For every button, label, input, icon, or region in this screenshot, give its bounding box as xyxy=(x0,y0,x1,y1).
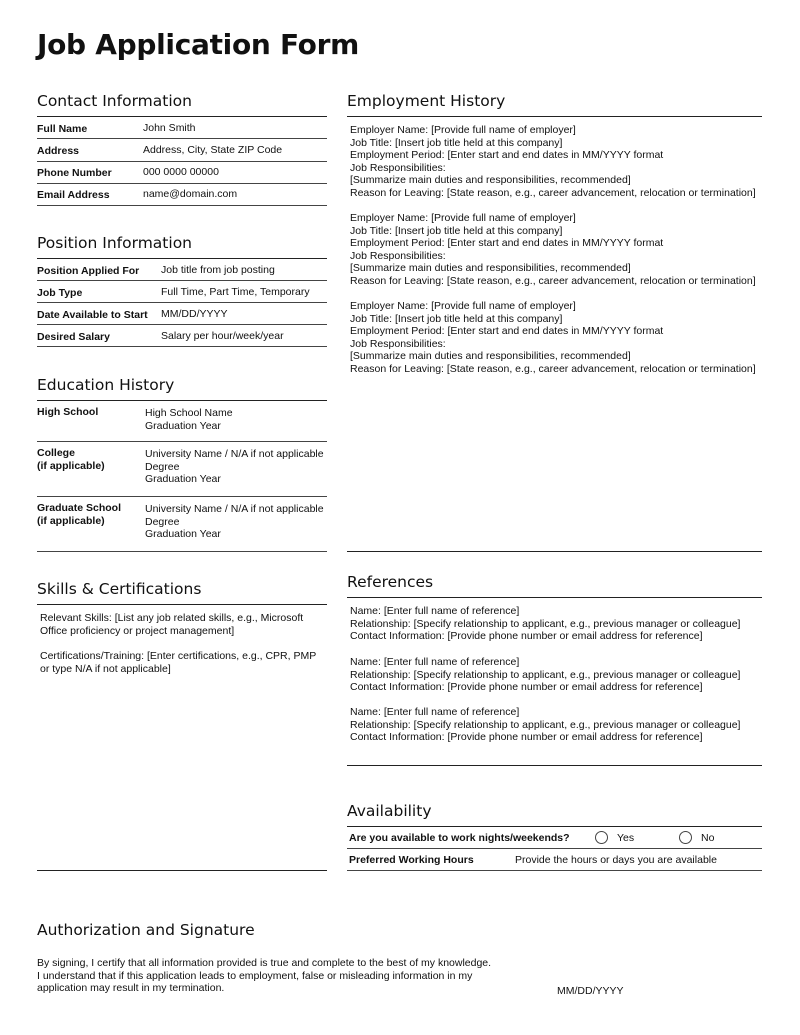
label-main: College xyxy=(37,447,75,459)
job-title: Job Title: [Insert job title held at this company] xyxy=(350,224,563,237)
employment-period: Employment Period: [Enter start and end dates in MM/YYYY format xyxy=(350,237,664,250)
reference-contact: Contact Information: [Provide phone number or email address for reference] xyxy=(350,681,703,694)
availability-row-hours[interactable] xyxy=(347,849,762,871)
row-value[interactable]: Job title from job posting xyxy=(161,264,275,276)
row-value[interactable]: Salary per hour/week/year xyxy=(161,330,284,342)
position-row-start[interactable] xyxy=(37,303,327,325)
education-row-college[interactable] xyxy=(37,442,327,497)
employment-period: Employment Period: [Enter start and end dates in MM/YYYY format xyxy=(350,325,664,338)
school-name: University Name / N/A if not applicable xyxy=(145,503,324,515)
reference-entry[interactable] xyxy=(350,656,762,694)
employment-period: Employment Period: [Enter start and end dates in MM/YYYY format xyxy=(350,149,664,162)
row-value[interactable]: Address, City, State ZIP Code xyxy=(143,144,283,156)
row-value[interactable]: name@domain.com xyxy=(143,188,238,200)
row-label: Position Applied For xyxy=(37,265,140,277)
reference-name: Name: [Enter full name of reference] xyxy=(350,605,520,617)
reference-relationship: Relationship: [Specify relationship to applicant, e.g., previous manager or colleague] xyxy=(350,668,741,681)
authorization-heading: Authorization and Signature xyxy=(37,921,255,939)
reference-contact: Contact Information: [Provide phone number or email address for reference] xyxy=(350,630,703,643)
row-label: Address xyxy=(37,145,80,157)
responsibilities-label: Job Responsibilities: xyxy=(350,249,446,262)
row-label: Date Available to Start xyxy=(37,309,148,321)
certifications-line: Certifications/Training: [Enter certifications, e.g., CPR, PMP xyxy=(40,650,317,662)
skills-heading: Skills & Certifications xyxy=(37,580,202,598)
employment-entry[interactable] xyxy=(350,300,762,376)
row-label: Phone Number xyxy=(37,167,112,179)
radio-yes[interactable] xyxy=(595,831,608,844)
row-label xyxy=(37,502,121,527)
responsibilities-label: Job Responsibilities: xyxy=(350,337,446,350)
employer-name: Employer Name: [Provide full name of employer] xyxy=(350,300,576,312)
contact-heading: Contact Information xyxy=(37,92,192,110)
page-title: Job Application Form xyxy=(37,28,360,61)
reason-for-leaving: Reason for Leaving: [State reason, e.g., career advancement, relocation or termination] xyxy=(350,274,756,287)
degree: Degree xyxy=(145,460,180,473)
availability-heading: Availability xyxy=(347,802,432,820)
reference-relationship: Relationship: [Specify relationship to applicant, e.g., previous manager or colleague] xyxy=(350,617,741,630)
label-sub: (if applicable) xyxy=(37,514,105,527)
employer-name: Employer Name: [Provide full name of employer] xyxy=(350,212,576,224)
employment-heading: Employment History xyxy=(347,92,506,110)
contact-row-phone[interactable] xyxy=(37,162,327,184)
position-row-title[interactable] xyxy=(37,259,327,281)
hours-label: Preferred Working Hours xyxy=(349,854,474,866)
authorization-line: I understand that if this application leads to employment, false or misleading information in my xyxy=(37,969,473,982)
skills-rule xyxy=(37,604,327,605)
availability-row-nights xyxy=(347,827,762,849)
availability-question: Are you available to work nights/weekends? xyxy=(349,832,570,844)
row-label: Job Type xyxy=(37,287,83,299)
reference-name: Name: [Enter full name of reference] xyxy=(350,706,520,718)
contact-row-address[interactable] xyxy=(37,139,327,162)
employment-rule xyxy=(347,116,762,117)
row-value[interactable]: MM/DD/YYYY xyxy=(161,308,228,320)
label-main: Graduate School xyxy=(37,502,122,514)
authorization-line: application may result in my termination. xyxy=(37,982,225,995)
reference-relationship: Relationship: [Specify relationship to applicant, e.g., previous manager or colleague] xyxy=(350,718,741,731)
label-sub: (if applicable) xyxy=(37,459,105,472)
row-label: Full Name xyxy=(37,123,88,135)
employment-entry[interactable] xyxy=(350,212,762,288)
row-label: Email Address xyxy=(37,189,110,201)
job-title: Job Title: [Insert job title held at this company] xyxy=(350,136,563,149)
graduation-year: Graduation Year xyxy=(145,473,221,486)
employment-entry[interactable] xyxy=(350,124,762,200)
radio-yes-label: Yes xyxy=(617,832,635,844)
row-value[interactable] xyxy=(145,503,324,541)
references-rule xyxy=(347,597,762,598)
authorization-line: By signing, I certify that all information provided is true and complete to the best of my knowledge. xyxy=(37,957,492,969)
education-row-graduate[interactable] xyxy=(37,497,327,552)
reference-contact: Contact Information: [Provide phone number or email address for reference] xyxy=(350,731,703,744)
responsibilities-label: Job Responsibilities: xyxy=(350,161,446,174)
row-label: High School xyxy=(37,406,99,418)
radio-no-label: No xyxy=(701,832,715,844)
position-heading: Position Information xyxy=(37,234,192,252)
radio-no[interactable] xyxy=(679,831,692,844)
skills-line: Relevant Skills: [List any job related skills, e.g., Microsoft xyxy=(40,612,304,624)
signature-date[interactable]: MM/DD/YYYY xyxy=(557,985,624,997)
certifications-paragraph[interactable] xyxy=(40,650,326,675)
school-name: High School Name xyxy=(145,407,233,419)
job-title: Job Title: [Insert job title held at this company] xyxy=(350,312,563,325)
reason-for-leaving: Reason for Leaving: [State reason, e.g., career advancement, relocation or termination] xyxy=(350,186,756,199)
skills-bottom-rule xyxy=(37,870,327,871)
row-value[interactable] xyxy=(145,407,233,432)
row-value[interactable] xyxy=(145,448,324,486)
row-label xyxy=(37,447,105,472)
position-row-salary[interactable] xyxy=(37,325,327,347)
position-row-type[interactable] xyxy=(37,281,327,303)
authorization-text xyxy=(37,957,537,995)
reference-name: Name: [Enter full name of reference] xyxy=(350,656,520,668)
skills-line: Office proficiency or project management] xyxy=(40,624,235,637)
employer-name: Employer Name: [Provide full name of employer] xyxy=(350,124,576,136)
certifications-line: or type N/A if not applicable] xyxy=(40,662,171,675)
employment-bottom-rule xyxy=(347,551,762,552)
row-value[interactable]: Full Time, Part Time, Temporary xyxy=(161,286,310,298)
references-heading: References xyxy=(347,573,434,591)
graduation-year: Graduation Year xyxy=(145,528,221,541)
row-label: Desired Salary xyxy=(37,331,110,343)
reference-entry[interactable] xyxy=(350,706,762,744)
skills-paragraph[interactable] xyxy=(40,612,326,637)
graduation-year: Graduation Year xyxy=(145,419,221,432)
hours-value[interactable]: Provide the hours or days you are available xyxy=(515,854,717,866)
responsibilities: [Summarize main duties and responsibilities, recommended] xyxy=(350,350,631,363)
education-row-high-school[interactable] xyxy=(37,401,327,442)
references-bottom-rule xyxy=(347,765,762,766)
row-value[interactable]: John Smith xyxy=(143,122,196,134)
degree: Degree xyxy=(145,515,180,528)
responsibilities: [Summarize main duties and responsibilities, recommended] xyxy=(350,262,631,275)
responsibilities: [Summarize main duties and responsibilities, recommended] xyxy=(350,174,631,187)
contact-row-email[interactable] xyxy=(37,184,327,206)
education-heading: Education History xyxy=(37,376,175,394)
row-value[interactable]: 000 0000 00000 xyxy=(143,166,219,178)
contact-row-name[interactable] xyxy=(37,117,327,139)
school-name: University Name / N/A if not applicable xyxy=(145,448,324,460)
reason-for-leaving: Reason for Leaving: [State reason, e.g., career advancement, relocation or termination] xyxy=(350,362,756,375)
reference-entry[interactable] xyxy=(350,605,762,643)
